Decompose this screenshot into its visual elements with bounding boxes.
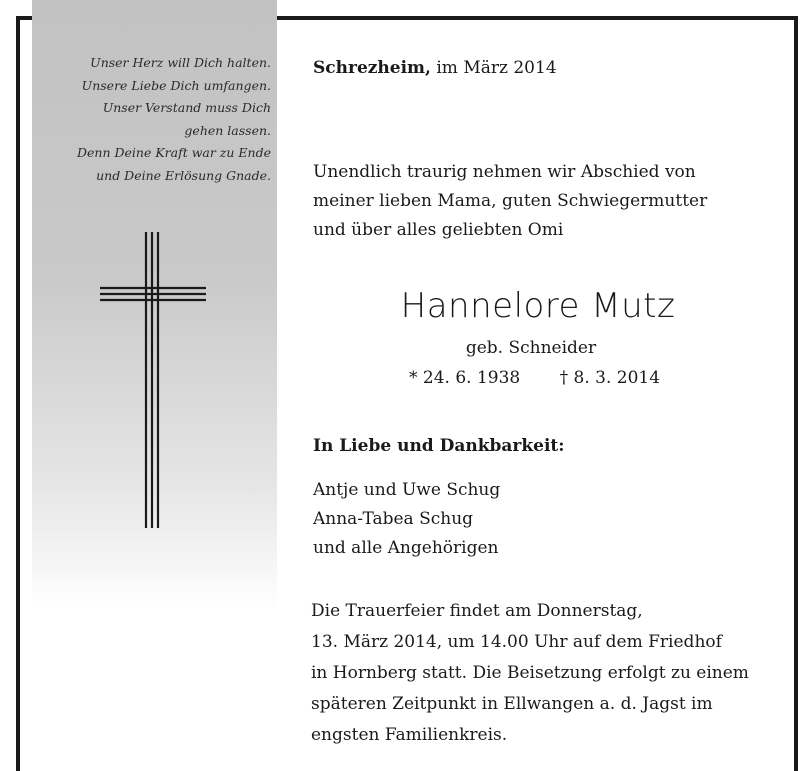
birth-date: * 24. 6. 1938 bbox=[409, 368, 521, 388]
mourner: und alle Angehörigen bbox=[313, 538, 499, 558]
poem-line: Unsere Liebe Dich umfangen. bbox=[81, 77, 271, 93]
intro-line: meiner lieben Mama, guten Schwiegermutter bbox=[313, 191, 708, 211]
funeral-line: engsten Familienkreis. bbox=[311, 725, 508, 745]
poem-line: Denn Deine Kraft war zu Ende bbox=[76, 145, 271, 160]
poem-line: Unser Herz will Dich halten. bbox=[90, 55, 271, 70]
mourner: Anna-Tabea Schug bbox=[313, 509, 474, 529]
mourner: Antje und Uwe Schug bbox=[313, 480, 501, 500]
intro-line: und über alles geliebten Omi bbox=[313, 220, 564, 240]
life-dates bbox=[409, 368, 660, 388]
funeral-info bbox=[311, 596, 749, 751]
place: Schrezheim, bbox=[313, 58, 431, 78]
born-name: geb. Schneider bbox=[465, 338, 597, 358]
intro-line: Unendlich traurig nehmen wir Abschied von bbox=[313, 162, 696, 182]
funeral-line: Die Trauerfeier findet am Donnerstag, bbox=[311, 601, 643, 621]
poem-line: Unser Verstand muss Dich bbox=[102, 100, 271, 115]
funeral-line: 13. März 2014, um 14.00 Uhr auf dem Friedhof bbox=[311, 632, 722, 652]
funeral-line: späteren Zeitpunkt in Ellwangen a. d. Jagst im bbox=[311, 694, 713, 714]
mourners-list bbox=[313, 476, 500, 563]
notice-date: im März 2014 bbox=[436, 58, 557, 78]
death-date: † 8. 3. 2014 bbox=[559, 368, 661, 388]
poem bbox=[31, 52, 271, 187]
place-date-line bbox=[313, 58, 557, 78]
thanks-title: In Liebe und Dankbarkeit: bbox=[313, 436, 565, 456]
poem-line: gehen lassen. bbox=[184, 122, 271, 138]
deceased-name: Hannelore Mutz bbox=[400, 286, 676, 326]
poem-line: und Deine Erlösung Gnade. bbox=[96, 167, 271, 183]
cross-icon bbox=[100, 232, 206, 528]
funeral-line: in Hornberg statt. Die Beisetzung erfolgt zu einem bbox=[311, 663, 749, 683]
intro-text bbox=[313, 158, 707, 245]
